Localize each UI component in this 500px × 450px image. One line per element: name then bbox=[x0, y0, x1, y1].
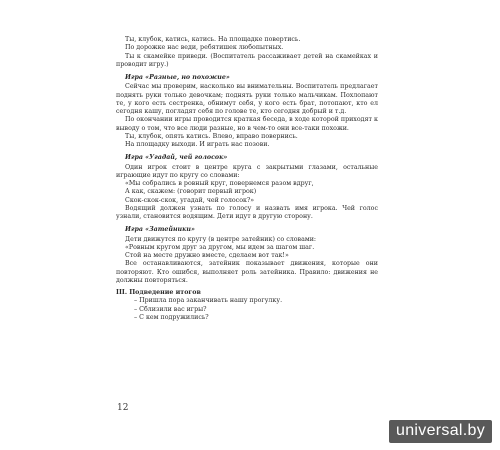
paragraph: По окончании игры проводится краткая беседа, в ходе которой приходят к выводу о том, что все люди разные, но в чем-то они все-таки похожи. bbox=[116, 116, 378, 132]
list-item: – Пришла пора заканчивать нашу прогулку. bbox=[134, 297, 283, 305]
paragraph: «Мы собрались в ровный круг, повернемся разом вдруг, bbox=[125, 180, 314, 187]
watermark-logo: universal.by bbox=[389, 420, 492, 443]
game-heading: Игра «Затейники» bbox=[125, 226, 195, 234]
paragraph: А как, скажем: (говорит первый игрок) bbox=[125, 188, 257, 196]
paragraph: Дети движутся по кругу (в центре затейник) со словами: bbox=[125, 235, 317, 243]
list-item: – Сблизили вас игры? bbox=[134, 305, 207, 313]
paragraph: Ты, клубок, катись, катись. На площадке повертись. bbox=[125, 36, 301, 43]
paragraph: Все останавливаются, затейник показывает движения, которые они повторяют. Кто ошибся, выполняет роль затейника. Правило: движения не должны повторяться. bbox=[116, 260, 378, 284]
paragraph: На площадку выходи. И играть нас позови. bbox=[125, 141, 270, 148]
page-text bbox=[116, 36, 378, 322]
paragraph: Водящий должен узнать по голосу и назвать имя игрока. Чей голос узнали, становится водящим. Дети идут в другую сторону. bbox=[116, 204, 378, 220]
paragraph: Стой на месте дружно вместе, сделаем вот так!» bbox=[125, 252, 289, 259]
game-heading: Игра «Угадай, чей голосок» bbox=[125, 154, 228, 162]
paragraph: Сейчас мы проверим, насколько вы внимательны. Воспитатель предлагает поднять руки только девочкам; поднять руки только мальчикам. Похлопают те, у кого есть сестренка, обнимут себя, у кого есть брат, потопают, кто ел сегодня кашу, погладят себя по голове те, кто сегодня добрый и т.д. bbox=[116, 83, 378, 115]
paragraph: Один игрок стоит в центре круга с закрытыми глазами, остальные играющие идут по кругу со словами: bbox=[116, 163, 378, 179]
paragraph: Ты к скамейке приведи. (Воспитатель рассаживает детей на скамейках и проводит игру.) bbox=[116, 52, 378, 68]
paragraph: Скок-скок-скок, угадай, чей голосок?» bbox=[125, 196, 255, 204]
paragraph: По дорожке нас веди, ребятишек любопытных. bbox=[125, 44, 284, 52]
paragraph: «Ровным кругом друг за другом, мы идем за шагом шаг. bbox=[125, 243, 315, 251]
section-heading: III. Подведение итогов bbox=[116, 289, 201, 296]
game-heading: Игра «Разные, но похожие» bbox=[125, 74, 230, 81]
page-number: 12 bbox=[117, 403, 129, 413]
paragraph: Ты, клубок, опять катись. Влево, вправо повернись. bbox=[125, 132, 298, 140]
list-item: – С кем подружились? bbox=[134, 313, 209, 321]
